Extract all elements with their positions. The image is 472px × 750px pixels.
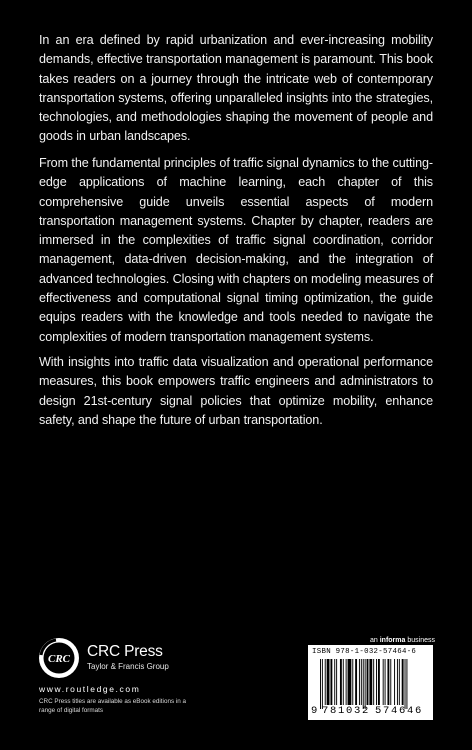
ebook-availability-note: CRC Press titles are available as eBook editions in a range of digital formats (39, 698, 186, 714)
publisher-group: Taylor & Francis Group (87, 662, 169, 671)
barcode-bar (369, 659, 372, 705)
description-paragraph-3: With insights into traffic data visualization and operational performance measures, this book empowers traffic engineers and administrators to design 21st-century signal policies that optimize mobility, enhance safety, and shape the future of urban transportation. (39, 355, 433, 427)
barcode-bar (387, 659, 389, 705)
barcode-bar (373, 659, 374, 705)
barcode-bar (376, 659, 377, 705)
barcode-bar (336, 659, 337, 705)
barcode-bar (394, 659, 395, 705)
barcode-bar (359, 659, 360, 705)
publisher-name: CRC Press (87, 643, 163, 660)
barcode-bar (352, 659, 353, 705)
barcode-bar (343, 659, 344, 705)
barcode-bar (361, 659, 362, 705)
barcode-bar (402, 659, 404, 705)
barcode-bar (325, 659, 326, 705)
barcode-bar (390, 659, 391, 705)
barcode-bar (327, 659, 330, 705)
barcode-bar (340, 659, 342, 705)
logo-text: CRC (47, 653, 71, 665)
publisher-website-link[interactable]: www.routledge.com (39, 684, 141, 694)
barcode-bar (365, 659, 366, 709)
description-paragraph-1: In an era defined by rapid urbanization and ever-increasing mobility demands, effective transportation management is paramount. This book takes readers on a journey through the intricate web of contemporary transportation systems, offering unparalleled insights into the strategies, technologies, and methodologies shaping the movement of people and goods in urban landscapes. (39, 33, 433, 144)
barcode-bar (383, 659, 384, 705)
barcode-bar (363, 659, 364, 709)
barcode-bar (355, 659, 357, 705)
barcode-bar (399, 659, 400, 705)
informa-brand: informa (379, 637, 406, 644)
barcode-bar (348, 659, 352, 705)
barcode-bar (378, 659, 380, 705)
informa-suffix: business (405, 637, 435, 644)
barcode-bar (322, 659, 323, 709)
description-paragraph-2: From the fundamental principles of traffic signal dynamics to the cutting-edge applications of machine learning, each chapter of this comprehensive guide unveils essential aspects of modern transportation management systems. Chapter by chapter, readers are immersed in the complexities of traffic signal coordination, corridor management, data-driven decision-making, and the integration of advanced technologies. Closing with chapters on modeling measures of effectiveness and computational signal timing optimization, the guide equips readers with the knowledge and tools needed to navigate the complexities of modern transportation management systems. (39, 156, 433, 344)
barcode-bar (330, 659, 332, 705)
barcode-bar (334, 659, 335, 705)
barcode-lead-digit: 9 (311, 705, 318, 717)
barcode-group-1: 781032 (322, 705, 371, 717)
isbn-label: ISBN 978-1-032-57464-6 (312, 648, 417, 656)
barcode-bar (385, 659, 386, 705)
barcode-group-2: 574646 (375, 705, 424, 717)
barcode-bar (367, 659, 369, 705)
barcode-bar (405, 659, 406, 709)
barcode-bar (320, 659, 321, 709)
barcode-bars (310, 659, 431, 709)
barcode-bar (346, 659, 347, 705)
barcode-bar (406, 659, 407, 709)
isbn-barcode (308, 645, 433, 720)
crc-logo-icon (38, 637, 80, 679)
informa-business-label (370, 637, 435, 644)
barcode-bar (397, 659, 398, 705)
informa-prefix: an (370, 637, 380, 644)
